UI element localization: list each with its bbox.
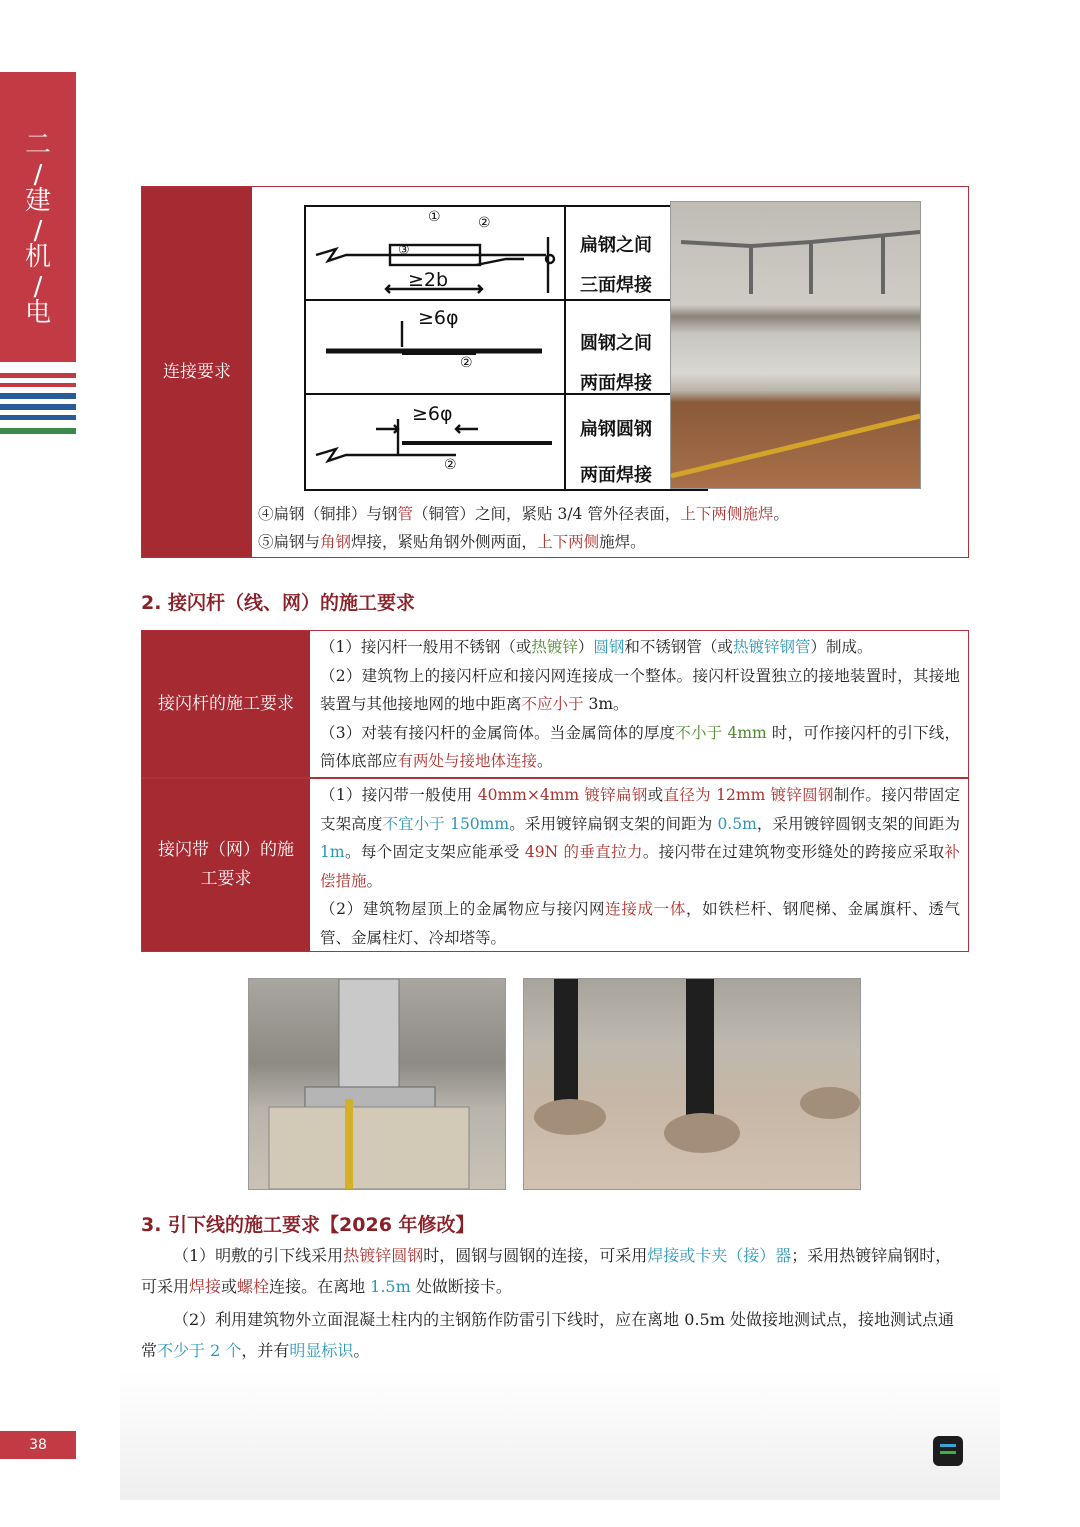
note-4: ④扁钢（铜排）与钢管（铜管）之间，紧贴 3/4 管外径表面，上下两侧施焊。 (258, 505, 789, 523)
diagram-label: 三面焊接 (580, 275, 652, 296)
side-stripe-red (0, 383, 76, 387)
air-terminal-requirements-table (141, 630, 969, 952)
roof-lightning-conductor-photo (670, 201, 921, 489)
marker-3: ③ (398, 243, 410, 258)
section-3-title: 3. 引下线的施工要求【2026 年修改】 (141, 1214, 475, 1236)
dimension-label: ≥6φ (412, 403, 453, 425)
side-tab-char: 机 (24, 242, 51, 272)
row2-paragraph: （1）接闪带一般使用 40mm×4mm 镀锌扁钢或直径为 12mm 镀锌圆钢制作。接闪带固定支架高度不宜小于 150mm。采用镀锌扁钢支架的间距为 0.5m，采用镀锌圆钢支架的间距为 1m。每个固定支架应能承受 49N 的垂直拉力。接闪带在过建筑物变形缝处的跨接应采取补偿措施。 (320, 786, 960, 890)
side-tab-char: / (33, 272, 43, 302)
section-3-paragraph-1: （1）明敷的引下线采用热镀锌圆钢时，圆钢与圆钢的连接，可采用焊接或卡夹（接）器；采用热镀锌扁钢时，可采用焊接或螺栓连接。在离地 1.5m 处做断接卡。 (141, 1246, 952, 1296)
diagram-label: 两面焊接 (580, 465, 652, 486)
diagram-label: 扁钢之间 (580, 235, 652, 256)
row1-paragraph: （2）建筑物上的接闪杆应和接闪网连接成一个整体。接闪杆设置独立的接地装置时，其接地装置与其他接地网的地中距离不应小于 3m。 (320, 666, 960, 714)
publisher-logo-icon (933, 1436, 963, 1466)
connection-requirements-table (141, 186, 969, 558)
side-stripe-green (0, 428, 76, 434)
row1-text (320, 633, 960, 776)
diagram-label: 两面焊接 (580, 373, 652, 394)
side-stripe-blue (0, 404, 76, 410)
footer-watermark-skyline (120, 1370, 1000, 1500)
table-header-cell: 连接要求 (142, 187, 252, 557)
marker-2: ② (460, 355, 473, 371)
side-tab-char: / (33, 216, 43, 246)
roof-downconductor-photo (523, 978, 861, 1190)
side-tab-char: / (33, 160, 43, 190)
marker-2: ② (478, 215, 491, 231)
section-3-paragraph-2: （2）利用建筑物外立面混凝土柱内的主钢筋作防雷引下线时，应在离地 0.5m 处做接地测试点，接地测试点通常不少于 2 个，并有明显标识。 (141, 1310, 954, 1360)
weld-sketch-icon (306, 207, 564, 489)
welding-diagram (304, 205, 708, 491)
side-tab-char: 建 (24, 186, 51, 216)
note-5: ⑤扁钢与角钢焊接，紧贴角钢外侧两面，上下两侧施焊。 (258, 533, 646, 551)
diagram-label: 扁钢圆钢 (580, 419, 652, 440)
side-tab-char: 电 (24, 298, 51, 328)
air-terminal-base-photo (248, 978, 506, 1190)
table-header-cell: 接闪杆的施工要求 (142, 631, 310, 777)
dimension-label: ≥2b (408, 269, 449, 291)
marker-2: ② (444, 457, 457, 473)
marker-1: ① (428, 209, 441, 225)
dimension-label: ≥6φ (418, 307, 459, 329)
table-header-cell: 接闪带（网）的施工要求 (142, 779, 310, 951)
chapter-side-tab (0, 72, 76, 362)
side-stripe-red (0, 373, 76, 378)
section-2-title: 2. 接闪杆（线、网）的施工要求 (141, 592, 416, 614)
row2-paragraph: （2）建筑物屋顶上的金属物应与接闪网连接成一体，如铁栏杆、钢爬梯、金属旗杆、透气管、金属柱灯、冷却塔等。 (320, 900, 960, 947)
side-tab-char: 二 (24, 130, 51, 160)
row1-paragraph: （3）对装有接闪杆的金属筒体。当金属筒体的厚度不小于 4mm 时，可作接闪杆的引下线，筒体底部应有两处与接地体连接。 (320, 723, 961, 771)
side-stripe-blue (0, 393, 76, 399)
side-stripe-blue (0, 415, 76, 420)
row2-text (320, 781, 960, 953)
page-number: 38 (0, 1431, 76, 1459)
row1-paragraph: （1）接闪杆一般用不锈钢（或热镀锌）圆钢和不锈钢管（或热镀锌钢管）制成。 (320, 638, 873, 656)
diagram-label: 圆钢之间 (580, 333, 652, 354)
